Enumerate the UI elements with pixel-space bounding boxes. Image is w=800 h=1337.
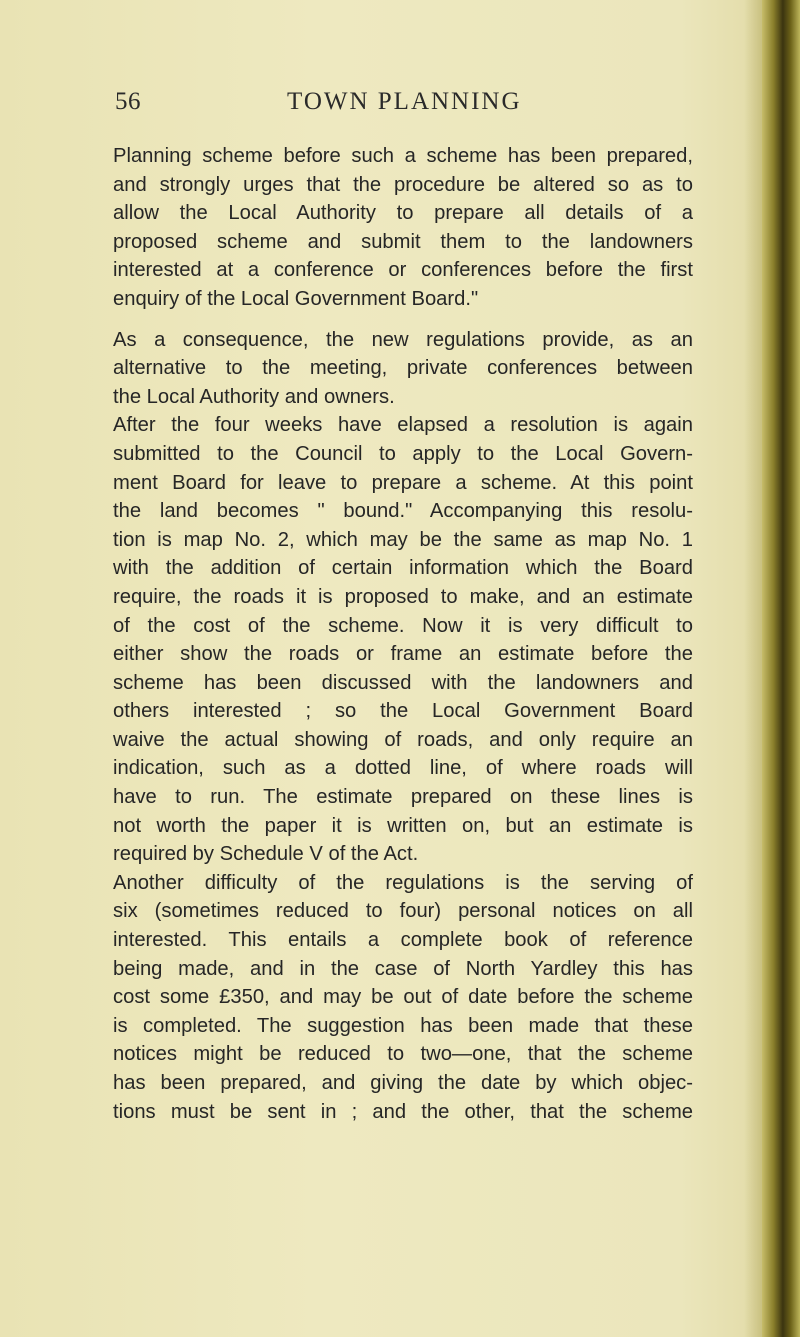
paragraph [113, 411, 693, 869]
text-line: the land becomes " bound." Accompanying this resolu- [113, 500, 693, 523]
text-line: ment Board for leave to prepare a scheme. At this point [113, 471, 693, 494]
text-line: is completed. The suggestion has been made that these [113, 1014, 693, 1037]
text-line: of the cost of the scheme. Now it is very difficult to [113, 614, 693, 637]
text-line: tion is map No. 2, which may be the same as map No. 1 [113, 528, 693, 551]
binding-shadow [744, 0, 762, 1337]
body-text [113, 142, 693, 1126]
text-line: allow the Local Authority to prepare all details of a [113, 202, 693, 225]
text-line: others interested ; so the Local Government Board [113, 700, 693, 723]
page-header [115, 88, 695, 128]
paragraph [113, 326, 693, 412]
paragraph [113, 869, 693, 1126]
text-line: and strongly urges that the procedure be altered so as to [113, 173, 693, 196]
text-line: cost some £350, and may be out of date before the scheme [113, 986, 693, 1009]
text-line: indication, such as a dotted line, of where roads will [113, 757, 693, 780]
text-line: notices might be reduced to two—one, that the scheme [113, 1043, 693, 1066]
text-line: interested at a conference or conferences before the first [113, 259, 693, 282]
text-line: scheme has been discussed with the landowners and [113, 671, 693, 694]
running-head: TOWN PLANNING [287, 88, 522, 115]
text-line: either show the roads or frame an estimate before the [113, 643, 693, 666]
paragraph [113, 142, 693, 314]
text-line: alternative to the meeting, private conferences between [113, 357, 693, 380]
page-number: 56 [115, 88, 141, 115]
text-line: six (sometimes reduced to four) personal notices on all [113, 900, 693, 923]
paragraph-gap [113, 314, 693, 326]
text-line: tions must be sent in ; and the other, that the scheme [113, 1100, 693, 1123]
text-line: After the four weeks have elapsed a resolution is again [113, 414, 693, 437]
text-line: Another difficulty of the regulations is the serving of [113, 871, 693, 894]
text-line: enquiry of the Local Government Board." [113, 287, 479, 310]
text-line: with the addition of certain information which the Board [113, 557, 693, 580]
text-line: require, the roads it is proposed to make, and an estimate [113, 585, 693, 608]
text-line: interested. This entails a complete book of reference [113, 929, 693, 952]
text-line: submitted to the Council to apply to the Local Govern- [113, 442, 693, 465]
page-edge [762, 0, 800, 1337]
text-line: proposed scheme and submit them to the landowners [113, 230, 693, 253]
text-line: being made, and in the case of North Yardley this has [113, 957, 693, 980]
text-line: As a consequence, the new regulations provide, as an [113, 328, 693, 351]
text-line: waive the actual showing of roads, and only require an [113, 728, 693, 751]
text-line: required by Schedule V of the Act. [113, 843, 419, 866]
text-line: has been prepared, and giving the date by which objec- [113, 1072, 693, 1094]
text-line: have to run. The estimate prepared on these lines is [113, 786, 693, 809]
text-line: not worth the paper it is written on, but an estimate is [113, 814, 693, 837]
text-line: the Local Authority and owners. [113, 385, 395, 408]
text-line: Planning scheme before such a scheme has been prepared, [113, 145, 693, 167]
